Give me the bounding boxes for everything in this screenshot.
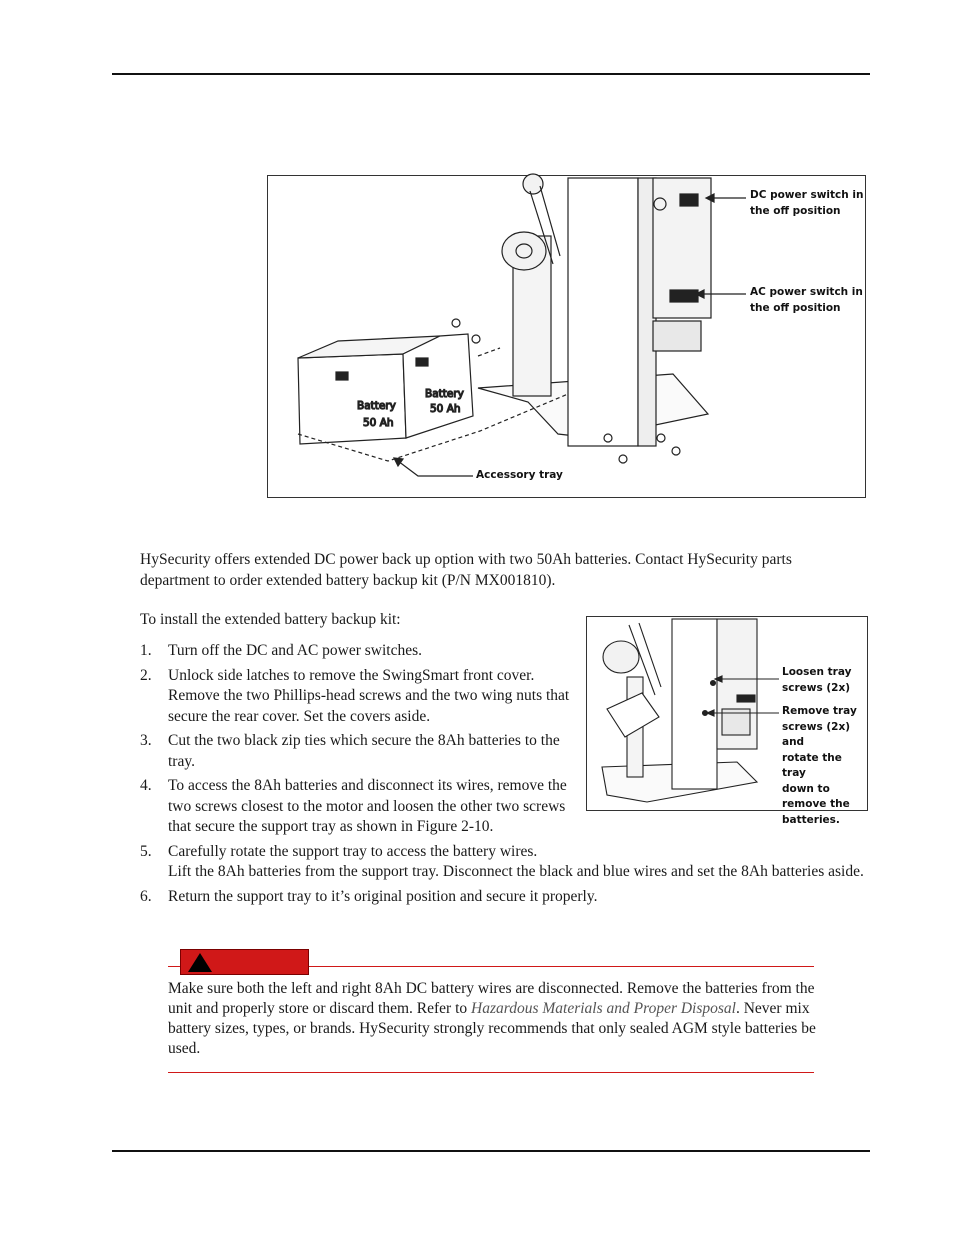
remove-callout-line-3: rotate the tray: [782, 751, 842, 779]
battery-right-label-2: 50 Ah: [430, 403, 461, 415]
step-number: 3.: [140, 732, 152, 749]
remove-callout-line-1: Remove tray: [782, 705, 857, 717]
step-item: [140, 776, 578, 838]
remove-callout-line-6: batteries.: [782, 813, 840, 826]
step-number: 4.: [140, 777, 152, 794]
battery-left-label-1: Battery: [357, 400, 396, 412]
step-item: [140, 731, 578, 772]
dc-switch-callout: [750, 188, 863, 219]
loosen-callout-line-2: screws (2x): [782, 681, 851, 694]
step-text: Turn off the DC and AC power switches.: [168, 642, 423, 659]
intro-paragraph: HySecurity offers extended DC power back up option with two 50Ah batteries. Contact HySecurity parts department to order extended battery backup kit (P/N MX001810).: [140, 551, 792, 589]
warning-text-before: Make sure both the left and right 8Ah DC battery wires are disconnected. Remove the batteries from the unit and properly store or discard them. Refer to: [168, 980, 815, 1017]
step-item: [140, 887, 868, 908]
dc-switch-callout-line-1: DC power switch in: [750, 189, 864, 201]
battery-left-label-2: 50 Ah: [363, 417, 394, 429]
ac-switch-callout: [750, 285, 863, 316]
ac-switch-callout-line-1: AC power switch in: [750, 286, 863, 298]
accessory-tray-callout: Accessory tray: [476, 469, 563, 481]
step-number: 2.: [140, 666, 152, 684]
battery-right-label-1: Battery: [425, 388, 464, 400]
footer-rule: [112, 1150, 870, 1152]
warning-text: [168, 979, 816, 1059]
warning-text-after: . Never mix battery sizes, types, or brands. HySecurity strongly recommends that only sealed AGM style batteries be used.: [168, 1000, 816, 1057]
step-item: [140, 666, 578, 728]
remove-callout-line-2: screws (2x) and: [782, 720, 851, 748]
step-text-continued: Lift the 8Ah batteries from the support tray. Disconnect the black and blue wires and set the 8Ah batteries aside.: [168, 863, 864, 880]
step-text: Cut the two black zip ties which secure the 8Ah batteries to the tray.: [168, 732, 560, 770]
step-text: Return the support tray to it’s original position and secure it properly.: [168, 887, 598, 905]
remove-callout-line-4: down to: [782, 782, 830, 795]
step-text: To access the 8Ah batteries and disconnect its wires, remove the two screws closest to the motor and loosen the other two screws that secure the support tray as shown in Figure 2-10.: [168, 777, 567, 835]
warning-bottom-line: [168, 1072, 814, 1073]
warning-triangle-icon: [185, 950, 215, 974]
step-text: Carefully rotate the support tray to access the battery wires.: [168, 842, 538, 860]
loosen-callout-line-1: Loosen tray: [782, 666, 852, 678]
step-number: 5.: [140, 842, 152, 860]
remove-callout-line-5: remove the: [782, 798, 850, 810]
dc-switch-callout-line-2: the off position: [750, 204, 841, 217]
gate-operator-illustration: [268, 176, 865, 497]
step-item: [140, 641, 578, 662]
step-number: 1.: [140, 642, 152, 659]
step-item: [140, 842, 868, 883]
ac-switch-callout-line-2: the off position: [750, 301, 841, 314]
step-text: Unlock side latches to remove the SwingSmart front cover. Remove the two Phillips-head screws and the two wing nuts that secure the rear cover. Set the covers aside.: [168, 666, 570, 725]
install-intro: To install the extended battery backup kit:: [140, 611, 401, 628]
warning-badge: [180, 949, 309, 975]
install-steps: [140, 641, 868, 911]
header-rule: [112, 73, 870, 75]
battery-install-figure: [267, 175, 866, 498]
step-number: 6.: [140, 887, 152, 905]
hazardous-materials-reference[interactable]: Hazardous Materials and Proper Disposal: [471, 1000, 736, 1017]
